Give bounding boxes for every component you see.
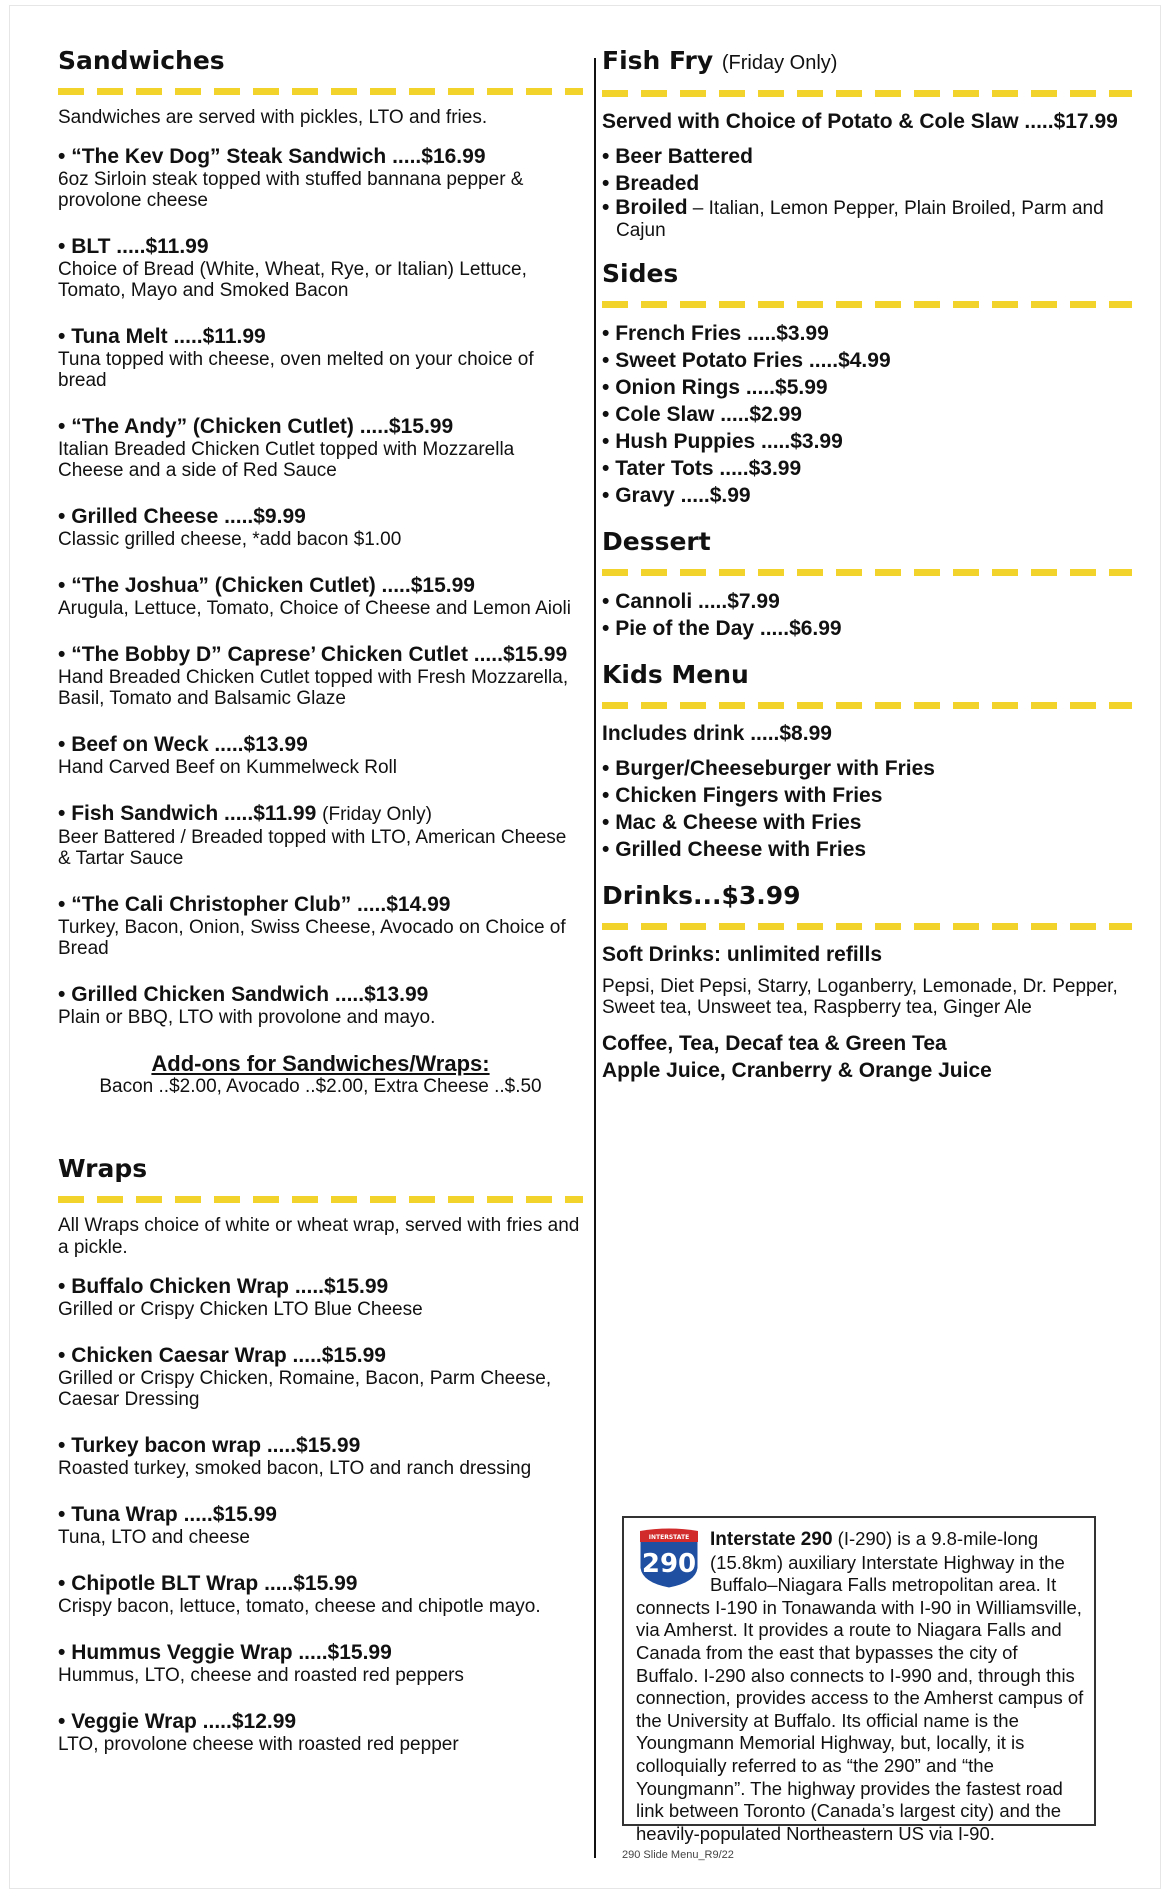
- list-item-text: Tater Tots .....$3.99: [615, 457, 802, 480]
- menu-item: [58, 643, 583, 709]
- list-item-text: Hush Puppies .....$3.99: [615, 430, 843, 453]
- info-text: [636, 1528, 1084, 1845]
- menu-item-name-text: “The Cali Christopher Club” .....$14.99: [71, 893, 451, 916]
- addons: [58, 1052, 583, 1098]
- list-item: • Cannoli .....$7.99: [602, 590, 780, 613]
- list-item: • Pie of the Day .....$6.99: [602, 617, 842, 640]
- menu-item-name-text: Chicken Caesar Wrap .....$15.99: [71, 1344, 386, 1367]
- menu-item-name: • Turkey bacon wrap .....$15.99: [58, 1434, 361, 1457]
- menu-item-desc: Arugula, Lettuce, Tomato, Choice of Cheese and Lemon Aioli: [58, 598, 571, 619]
- section-title-wraps: Wraps: [58, 1154, 148, 1183]
- soft-drinks-title: Soft Drinks: unlimited refills: [602, 943, 883, 966]
- menu-item-name: • Buffalo Chicken Wrap .....$15.99: [58, 1275, 389, 1298]
- dessert-list: [602, 588, 1132, 642]
- menu-item-name: • BLT .....$11.99: [58, 235, 209, 258]
- menu-item-name-text: “The Andy” (Chicken Cutlet) .....$15.99: [71, 415, 454, 438]
- list-item-text: Cole Slaw .....$2.99: [615, 403, 802, 426]
- fish-fry-title: Fish Fry: [602, 46, 714, 75]
- menu-item-desc: Hummus, LTO, cheese and roasted red peppers: [58, 1665, 464, 1686]
- kids-section: [602, 660, 1132, 863]
- menu-item-name-text: “The Joshua” (Chicken Cutlet) .....$15.99: [71, 574, 475, 597]
- menu-item-name: • Tuna Melt .....$11.99: [58, 325, 266, 348]
- sandwich-list: [58, 145, 583, 1028]
- menu-item-desc: Choice of Bread (White, Wheat, Rye, or Italian) Lettuce, Tomato, Mayo and Smoked Bacon: [58, 259, 527, 301]
- menu-item-name-text: “The Kev Dog” Steak Sandwich .....$16.99: [71, 145, 486, 168]
- menu-item-name: • “The Bobby D” Caprese’ Chicken Cutlet .....$15.99: [58, 643, 568, 666]
- menu-item-desc: 6oz Sirloin steak topped with stuffed bannana pepper & provolone cheese: [58, 169, 524, 211]
- menu-item-name-text: Buffalo Chicken Wrap .....$15.99: [71, 1275, 389, 1298]
- dashed-divider: [602, 702, 1132, 709]
- menu-item-name-text: Veggie Wrap .....$12.99: [71, 1710, 297, 1733]
- menu-item-name-text: Tuna Wrap .....$15.99: [71, 1503, 277, 1526]
- menu-item-name-text: Hummus Veggie Wrap .....$15.99: [71, 1641, 392, 1664]
- menu-item-desc: Grilled or Crispy Chicken, Romaine, Bacon, Parm Cheese, Caesar Dressing: [58, 1368, 552, 1410]
- menu-item: [58, 415, 583, 481]
- menu-item-desc: Roasted turkey, smoked bacon, LTO and ranch dressing: [58, 1458, 532, 1479]
- list-item: • Chicken Fingers with Fries: [602, 784, 883, 807]
- drinks-section: [602, 881, 1132, 1084]
- addons-text: Bacon ..$2.00, Avocado ..$2.00, Extra Cheese ..$.50: [99, 1076, 542, 1097]
- menu-item: [58, 1641, 583, 1686]
- menu-item-desc: LTO, provolone cheese with roasted red pepper: [58, 1734, 459, 1755]
- interstate-info-box: [622, 1516, 1096, 1844]
- menu-item-name: • Tuna Wrap .....$15.99: [58, 1503, 277, 1526]
- menu-item-desc: Crispy bacon, lettuce, tomato, cheese and chipotle mayo.: [58, 1596, 541, 1617]
- fish-fry-intro: Served with Choice of Potato & Cole Slaw .....$17.99: [602, 110, 1118, 133]
- dashed-divider: [58, 88, 583, 95]
- sides-section: [602, 259, 1132, 509]
- menu-item: [58, 733, 583, 778]
- list-item: • Onion Rings .....$5.99: [602, 376, 828, 399]
- menu-item-name-text: “The Bobby D” Caprese’ Chicken Cutlet .....$15.99: [71, 643, 568, 666]
- sandwiches-intro: Sandwiches are served with pickles, LTO and fries.: [58, 107, 488, 128]
- menu-item-name: • Beef on Weck .....$13.99: [58, 733, 308, 756]
- menu-item-desc: Hand Breaded Chicken Cutlet topped with Fresh Mozzarella, Basil, Tomato and Balsamic Glaze: [58, 667, 569, 709]
- menu-item-desc: Italian Breaded Chicken Cutlet topped with Mozzarella Cheese and a side of Red Sauce: [58, 439, 515, 481]
- menu-item: [58, 1572, 583, 1617]
- sandwiches-section: [58, 46, 583, 1098]
- menu-item-name-text: BLT .....$11.99: [71, 235, 209, 258]
- menu-item-desc: Plain or BBQ, LTO with provolone and mayo.: [58, 1007, 436, 1028]
- menu-item-name-text: Fish Sandwich .....$11.99: [71, 802, 317, 825]
- fish-fry-note: (Friday Only): [721, 52, 838, 74]
- menu-item-desc: Turkey, Bacon, Onion, Swiss Cheese, Avocado on Choice of Bread: [58, 917, 566, 959]
- list-item-text: Beer Battered: [615, 145, 753, 168]
- sides-list: [602, 320, 1132, 509]
- section-title-sides: Sides: [602, 259, 679, 288]
- column-divider: [594, 58, 596, 1858]
- menu-item-name: • “The Andy” (Chicken Cutlet) .....$15.99: [58, 415, 454, 438]
- menu-item-name-text: Grilled Chicken Sandwich .....$13.99: [71, 983, 429, 1006]
- menu-item-name-text: Tuna Melt .....$11.99: [71, 325, 266, 348]
- info-title: Interstate 290: [710, 1529, 833, 1550]
- menu-item: [58, 1710, 583, 1755]
- shield-number: 290: [641, 1549, 697, 1579]
- dashed-divider: [602, 90, 1132, 97]
- section-title-drinks: Drinks...$3.99: [602, 881, 801, 910]
- list-item-text: Grilled Cheese with Fries: [615, 838, 867, 861]
- dashed-divider: [602, 923, 1132, 930]
- menu-item: [58, 983, 583, 1028]
- info-body: (I-290) is a 9.8-mile-long (15.8km) auxiliary Interstate Highway in the Buffalo–Niagara Falls metropolitan area. It connects I-190 in Tonawanda with I-90 in Williamsville, via Amherst. It provides a route to Niagara Falls and Canada from the east that bypasses the city of Buffalo. I-290 also connects to I-990 and, through this connection, provides access to the Amherst campus of the University at Buffalo. Its official name is the Youngmann Memorial Highway, but, locally, it is colloquially referred to as “the 290” and “the Youngmann”. The highway provides the fastest road link between Toronto (Canada’s largest city) and the heavily-populated Northeastern US via I-90.: [636, 1528, 1084, 1844]
- list-item-text: Mac & Cheese with Fries: [615, 811, 862, 834]
- list-item: • Gravy .....$.99: [602, 484, 751, 507]
- fish-fry-list: [602, 143, 1132, 241]
- kids-intro: Includes drink .....$8.99: [602, 722, 832, 745]
- list-item-text: Cannoli .....$7.99: [615, 590, 780, 613]
- shield-top-text: INTERSTATE: [648, 1534, 690, 1541]
- section-title-kids: Kids Menu: [602, 660, 749, 689]
- menu-item-name: • Grilled Chicken Sandwich .....$13.99: [58, 983, 429, 1006]
- list-item: • Broiled – Italian, Lemon Pepper, Plain Broiled, Parm and Cajun: [602, 196, 1104, 241]
- wraps-intro: All Wraps choice of white or wheat wrap, served with fries and a pickle.: [58, 1215, 580, 1258]
- menu-item-name-text: Turkey bacon wrap .....$15.99: [71, 1434, 361, 1457]
- list-item: • Sweet Potato Fries .....$4.99: [602, 349, 891, 372]
- menu-item-name: • Hummus Veggie Wrap .....$15.99: [58, 1641, 392, 1664]
- fish-fry-section: [602, 46, 1132, 241]
- dessert-section: [602, 527, 1132, 642]
- addons-title: Add-ons for Sandwiches/Wraps:: [151, 1051, 490, 1076]
- menu-item-name: • Chicken Caesar Wrap .....$15.99: [58, 1344, 386, 1367]
- menu-item-desc: Hand Carved Beef on Kummelweck Roll: [58, 757, 397, 778]
- interstate-shield-icon: [636, 1528, 702, 1590]
- list-item: • Burger/Cheeseburger with Fries: [602, 757, 935, 780]
- list-item-text: Broiled: [615, 196, 688, 219]
- list-item-text: Pie of the Day .....$6.99: [615, 617, 842, 640]
- kids-list: [602, 755, 1132, 863]
- list-item-text: Onion Rings .....$5.99: [615, 376, 828, 399]
- menu-item-name: • “The Cali Christopher Club” .....$14.99: [58, 893, 451, 916]
- section-title-dessert: Dessert: [602, 527, 711, 556]
- right-column: [602, 46, 1132, 1084]
- list-item: • Beer Battered: [602, 145, 753, 168]
- list-item-text: French Fries .....$3.99: [615, 322, 829, 345]
- dashed-divider: [602, 569, 1132, 576]
- menu-item: [58, 325, 583, 391]
- menu-item: [58, 505, 583, 550]
- menu-item-name: • Veggie Wrap .....$12.99: [58, 1710, 297, 1733]
- menu-item-name: • Grilled Cheese .....$9.99: [58, 505, 306, 528]
- menu-item: [58, 1503, 583, 1548]
- footer-note: 290 Slide Menu_R9/22: [622, 1849, 734, 1861]
- list-item-text: Chicken Fingers with Fries: [615, 784, 883, 807]
- drinks-extra-2: Apple Juice, Cranberry & Orange Juice: [602, 1059, 992, 1082]
- list-item: • Mac & Cheese with Fries: [602, 811, 862, 834]
- list-item: • Grilled Cheese with Fries: [602, 838, 867, 861]
- menu-item-desc: Tuna topped with cheese, oven melted on your choice of bread: [58, 349, 534, 391]
- wraps-section: [58, 1154, 583, 1755]
- menu-item: [58, 145, 583, 211]
- menu-item-name: • “The Joshua” (Chicken Cutlet) .....$15.99: [58, 574, 475, 597]
- section-title-fish-fry: [602, 46, 1132, 78]
- list-item-text: Sweet Potato Fries .....$4.99: [615, 349, 891, 372]
- section-title-sandwiches: Sandwiches: [58, 46, 225, 75]
- menu-item-name-text: Grilled Cheese .....$9.99: [71, 505, 306, 528]
- menu-page: [10, 6, 1160, 1888]
- menu-item-name: • Fish Sandwich .....$11.99 (Friday Only): [58, 802, 432, 825]
- list-item-text: Burger/Cheeseburger with Fries: [615, 757, 935, 780]
- menu-item: [58, 574, 583, 619]
- menu-item: [58, 1344, 583, 1410]
- menu-item: [58, 1434, 583, 1479]
- menu-item-desc: Tuna, LTO and cheese: [58, 1527, 250, 1548]
- menu-item-desc: Classic grilled cheese, *add bacon $1.00: [58, 529, 402, 550]
- list-item-text: Breaded: [615, 172, 700, 195]
- list-item: • Cole Slaw .....$2.99: [602, 403, 802, 426]
- menu-item: [58, 235, 583, 301]
- menu-item-name-text: Beef on Weck .....$13.99: [71, 733, 308, 756]
- menu-item-note: (Friday Only): [322, 804, 432, 825]
- list-item-desc: – Italian, Lemon Pepper, Plain Broiled, Parm and Cajun: [616, 198, 1104, 241]
- menu-item-desc: Grilled or Crispy Chicken LTO Blue Cheese: [58, 1299, 423, 1320]
- wrap-list: [58, 1275, 583, 1755]
- menu-item: [58, 802, 583, 869]
- dashed-divider: [602, 301, 1132, 308]
- list-item: • Breaded: [602, 172, 700, 195]
- left-column: [58, 46, 583, 1779]
- soft-drinks-list: Pepsi, Diet Pepsi, Starry, Loganberry, Lemonade, Dr. Pepper, Sweet tea, Unsweet tea, Raspberry tea, Ginger Ale: [602, 976, 1118, 1018]
- list-item-text: Gravy .....$.99: [615, 484, 751, 507]
- menu-item-desc: Beer Battered / Breaded topped with LTO, American Cheese & Tartar Sauce: [58, 827, 567, 869]
- menu-item-name: • “The Kev Dog” Steak Sandwich .....$16.99: [58, 145, 486, 168]
- menu-item-name-text: Chipotle BLT Wrap .....$15.99: [71, 1572, 358, 1595]
- menu-item: [58, 893, 583, 959]
- menu-item: [58, 1275, 583, 1320]
- list-item: • Hush Puppies .....$3.99: [602, 430, 843, 453]
- list-item: • French Fries .....$3.99: [602, 322, 829, 345]
- drinks-extra-1: Coffee, Tea, Decaf tea & Green Tea: [602, 1032, 947, 1055]
- list-item: • Tater Tots .....$3.99: [602, 457, 802, 480]
- menu-item-name: • Chipotle BLT Wrap .....$15.99: [58, 1572, 358, 1595]
- dashed-divider: [58, 1196, 583, 1203]
